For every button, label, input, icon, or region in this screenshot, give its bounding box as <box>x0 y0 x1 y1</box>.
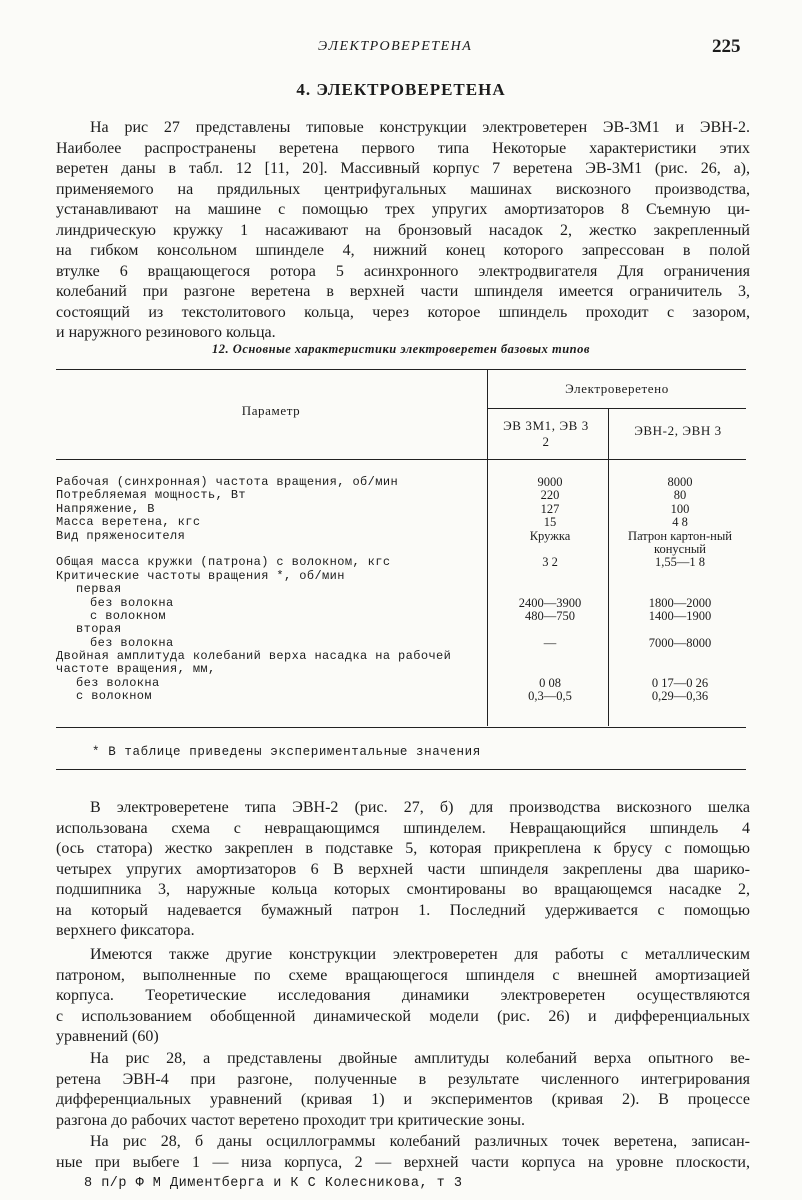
table-row <box>56 677 746 690</box>
table-row <box>56 583 746 596</box>
table-row <box>56 650 746 663</box>
table-footnote: * В таблице приведены экспериментальные значения <box>92 745 481 759</box>
table-row <box>56 610 746 623</box>
row-value-col1: 9000 <box>537 475 563 489</box>
text-line: втулке 6 вращающегося ротора 5 асинхронного электродвигателя Для ограничения <box>56 262 750 280</box>
paragraph-intro <box>56 118 750 344</box>
row-value-col2: Патрон картон-ный конусный <box>628 528 732 556</box>
table-row <box>56 503 746 516</box>
running-head <box>0 36 802 60</box>
text-line: (ось статора) жестко закреплен в подставке 5, которая прикреплена к брусу с помощью <box>56 840 750 857</box>
row-value-col2: 0 17—0 26 <box>651 675 709 690</box>
table-row <box>56 663 746 676</box>
paragraph-fig28a <box>56 1049 750 1131</box>
footnote-rule <box>56 769 746 770</box>
table-row <box>56 489 746 502</box>
table-row <box>56 570 746 583</box>
table-header-rule <box>56 459 746 460</box>
row-value-col1: 0,3—0,5 <box>528 689 572 704</box>
section-title: 4. ЭЛЕКТРОВЕРЕТЕНА <box>296 80 506 99</box>
table-body <box>56 476 746 704</box>
row-value-col1: 3 2 <box>542 555 558 570</box>
row-value-col2: 8000 <box>667 475 693 489</box>
row-param: с волокном <box>90 608 167 623</box>
row-value-col2: 1400—1900 <box>648 608 712 623</box>
table-row <box>56 690 746 703</box>
table-row <box>56 476 746 489</box>
row-param: без волокна <box>90 635 174 650</box>
text-line: на который надевается бумажный патрон 1. Последний удерживается с помощью <box>56 901 750 919</box>
row-value-col2: 1800—2000 <box>648 595 712 610</box>
row-value-col2: 0,29—0,36 <box>651 689 709 704</box>
row-param: без волокна <box>76 675 160 690</box>
text-line: подшипника 3, наружные кольца которых смонтированы во вращающемся насадке 2, <box>56 881 750 898</box>
row-param: вторая <box>76 622 122 637</box>
row-value-col2: 4 8 <box>672 515 688 530</box>
row-param: Вид пряженосителя <box>56 528 186 543</box>
row-value-col1: 0 08 <box>539 675 561 690</box>
table-bottom-rule <box>56 727 746 728</box>
row-value-col1: Кружка <box>529 528 571 543</box>
text-line: верхнего фиксатора. <box>56 922 195 939</box>
header-col2: ЭВН-2, ЭВН 3 <box>634 423 722 438</box>
row-value-col1: 480—750 <box>525 608 575 623</box>
text-line: патроном, выполненные по схеме вращающегося шпинделя с внешней амортизацией <box>56 966 750 984</box>
table-row <box>56 637 746 650</box>
table-caption: 12. Основные характеристики электроверетен базовых типов <box>212 342 590 356</box>
row-param: Рабочая (синхронная) частота вращения, об/мин <box>56 475 399 489</box>
text-line: Имеются также другие конструкции электроверетен для работы с металлическим <box>90 946 750 963</box>
row-param: частоте вращения, мм, <box>56 662 216 677</box>
row-value-col1: — <box>543 635 557 650</box>
bottom-note: 8 п/р Ф М Диментберга и К С Колесникова, т 3 <box>84 1176 463 1191</box>
table-top-rule <box>56 369 746 370</box>
row-param: Общая масса кружки (патрона) с волокном, кгс <box>56 555 391 570</box>
text-line: устанавливают на машине с помощью трех упругих амортизаторов 8 Съемную ци- <box>56 201 750 218</box>
row-value-col2: 100 <box>670 501 690 516</box>
header-param: Параметр <box>241 403 301 418</box>
table-group-rule <box>487 408 746 409</box>
page-number: 225 <box>712 36 741 57</box>
row-value-col1: 127 <box>540 501 560 516</box>
running-title: ЭЛЕКТРОВЕРЕТЕНА <box>318 39 473 54</box>
row-param: первая <box>76 582 122 597</box>
table-row <box>56 556 746 569</box>
row-value-col2: 7000—8000 <box>648 635 712 650</box>
text-line: В электроверетене типа ЭВН-2 (рис. 27, б) для производства вискозного шелка <box>90 799 750 816</box>
header-group: Электроверетено <box>565 381 669 396</box>
text-line: и наружного резинового кольца. <box>56 324 276 341</box>
text-line: ные при выбеге 1 — низа корпуса, 2 — верхней части корпуса на уровне плоскости, <box>56 1153 750 1171</box>
row-param: Масса веретена, кгс <box>56 515 201 530</box>
row-value-col2: 80 <box>673 488 687 503</box>
text-line: На рис 27 представлены типовые конструкции электроветерен ЭВ-3М1 и ЭВН-2. <box>90 119 750 136</box>
text-line: колебаний при разгоне веретена в верхней части шпинделя имеется ограничитель 3, <box>56 283 750 300</box>
text-line: На рис 28, б даны осциллограммы колебаний различных точек веретена, записан- <box>90 1133 750 1150</box>
text-line: ретена ЭВН-4 при разгоне, полученные в результате численного интегрирования <box>56 1070 750 1088</box>
paragraph-other-designs <box>56 945 750 1048</box>
row-param: Потребляемая мощность, Вт <box>56 488 247 503</box>
paragraph-fig28b <box>56 1132 750 1173</box>
text-line: Наиболее распространены веретена первого типа Некоторые характеристики этих <box>56 139 750 157</box>
text-line: уравнений (60) <box>56 1028 159 1045</box>
header-col1: ЭВ 3М1, ЭВ 3 2 <box>503 418 589 449</box>
row-value-col1: 2400—3900 <box>518 595 582 610</box>
row-param: Критические частоты вращения *, об/мин <box>56 568 345 583</box>
row-param: с волокном <box>76 689 153 704</box>
table-row <box>56 623 746 636</box>
text-line: состоящий из текстолитового кольца, через которое шпиндель проходит с зазором, <box>56 303 750 321</box>
text-line: применяемого на прядильных центрифугальных машинах вискозного производства, <box>56 180 750 198</box>
row-param: без волокна <box>90 595 174 610</box>
table-row <box>56 530 746 557</box>
text-line: веретен даны в табл. 12 [11, 20]. Массивный корпус 7 веретена ЭВ-3М1 (рис. 26, а), <box>56 160 750 177</box>
row-value-col1: 220 <box>540 488 560 503</box>
row-param: Напряжение, В <box>56 501 155 516</box>
table-row <box>56 516 746 529</box>
text-line: четырех упругих амортизаторов 6 В верхней части шпинделя закреплены два шарико- <box>56 860 750 878</box>
table-row <box>56 597 746 610</box>
paragraph-evn2 <box>56 798 750 942</box>
text-line: с использованием обобщенной динамической модели (рис. 26) и дифференциальных <box>56 1007 750 1025</box>
text-line: линдрическую кружку 1 насаживают на бронзовый насадок 2, жестко закрепленный <box>56 221 750 239</box>
text-line: На рис 28, а представлены двойные амплитуды колебаний верха опытного ве- <box>90 1050 750 1067</box>
row-param: Двойная амплитуда колебаний верха насадка на рабочей <box>56 649 452 664</box>
text-line: использована схема с невращающимся шпинделем. Невращающийся шпиндель 4 <box>56 819 750 837</box>
row-value-col2: 1,55—1 8 <box>655 555 705 570</box>
text-line: на гибком консольном шпинделе 4, нижний конец которого запрессован в полой <box>56 242 750 259</box>
text-line: разгона до рабочих частот веретено проходит три критические зоны. <box>56 1111 526 1129</box>
row-value-col1: 15 <box>543 515 557 530</box>
text-line: корпуса. Теоретические исследования динамики электроверетен осуществляются <box>56 987 750 1004</box>
text-line: дифференциальных уравнений (кривая 1) и экспериментов (кривая 2). В процессе <box>56 1091 750 1108</box>
